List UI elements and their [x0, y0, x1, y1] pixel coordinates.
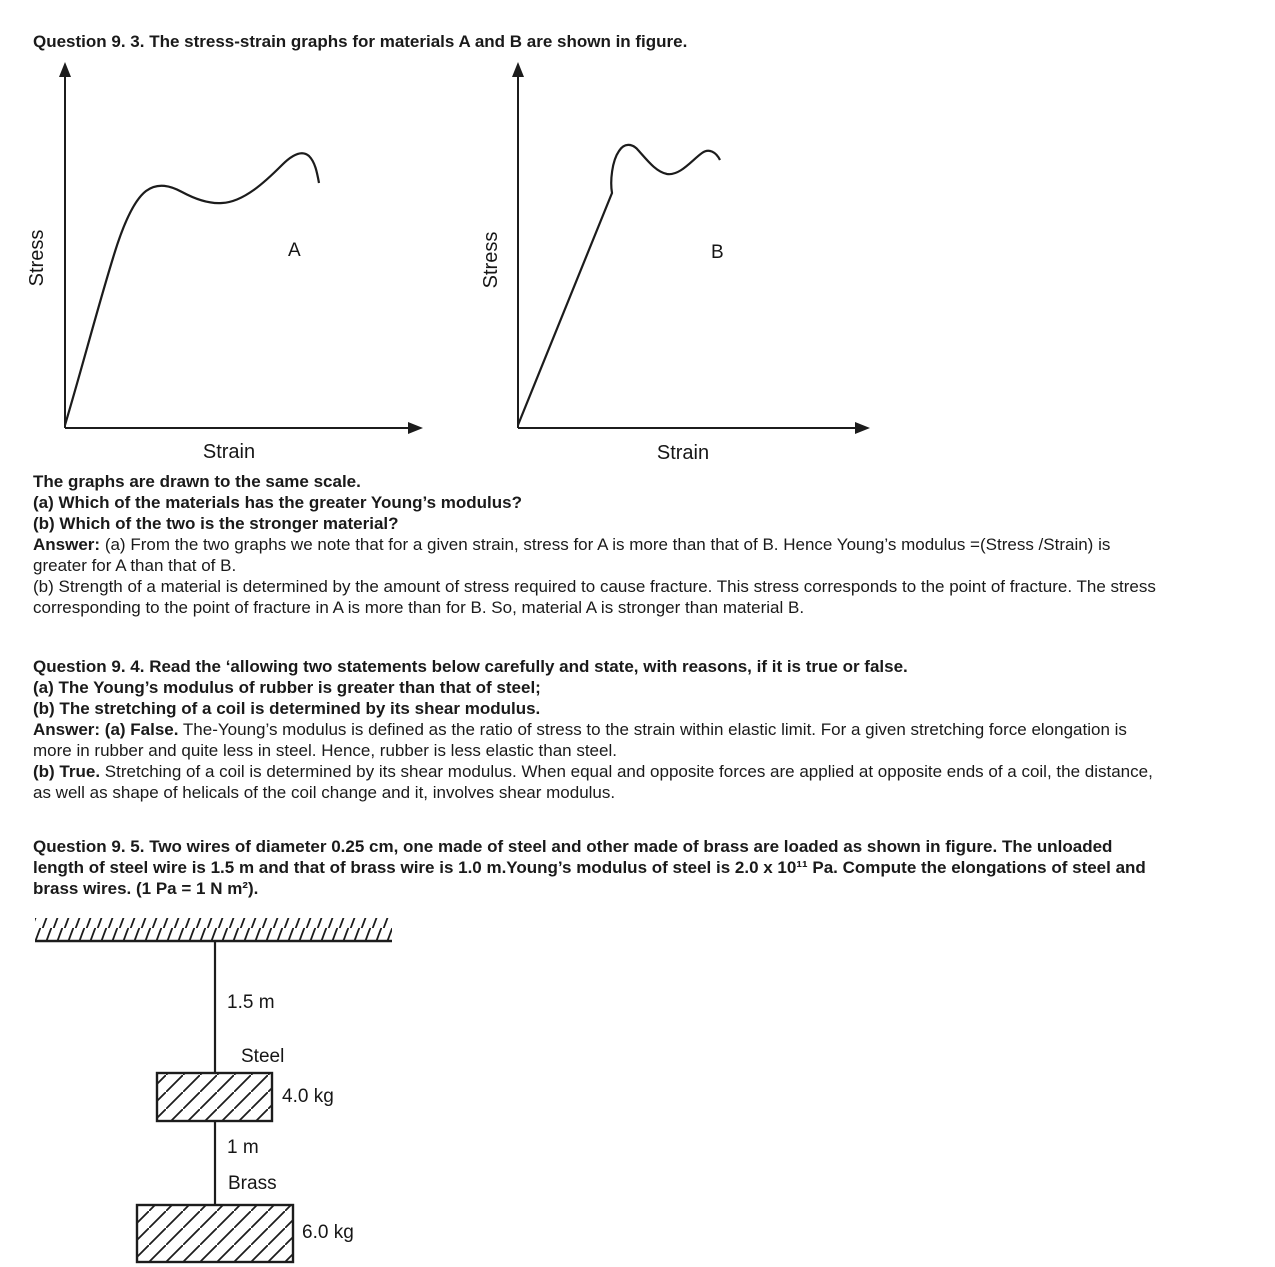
graph-b-curve-label: B	[711, 242, 724, 263]
q4-answer-b-line2: as well as shape of helicals of the coil change and it, involves shear modulus.	[33, 783, 616, 802]
q5-line3: brass wires. (1 Pa = 1 N m²).	[33, 879, 259, 898]
stress-strain-graph-a	[25, 58, 430, 463]
q3-note: The graphs are drawn to the same scale.	[33, 472, 361, 491]
q4-answer-a-label: Answer: (a) False.	[33, 720, 179, 739]
q4-part-b: (b) The stretching of a coil is determined by its shear modulus.	[33, 699, 541, 718]
graph-a-y-arrow-icon	[59, 62, 71, 77]
graph-a-curve	[65, 153, 319, 425]
loaded-wires-figure	[30, 905, 450, 1267]
graph-a-x-arrow-icon	[408, 422, 423, 434]
ceiling-hatching	[35, 918, 392, 941]
q3-answer-b-line2: corresponding to the point of fracture in A is more than for B. So, material A is stronger than material B.	[33, 598, 805, 617]
q3-text-block	[33, 471, 1156, 618]
graph-a-xlabel: Strain	[202, 441, 256, 463]
brass-wire-length-label: 1 m	[227, 1137, 259, 1158]
q3-answer-a-line1	[33, 534, 1156, 555]
q4-answer-b-line1	[33, 761, 1153, 782]
q4-text-block	[33, 656, 1153, 803]
weight1-label: 4.0 kg	[282, 1086, 334, 1107]
q4-answer-a-line2: more in rubber and quite less in steel. Hence, rubber is less elastic than steel.	[33, 741, 617, 760]
q5-line2: length of steel wire is 1.5 m and that of brass wire is 1.0 m.Young’s modulus of steel is 2.0 x 10¹¹ Pa. Compute the elongations of steel and	[33, 858, 1146, 877]
q5-line1: Question 9. 5. Two wires of diameter 0.25 cm, one made of steel and other made of brass are loaded as shown in figure. The unloaded	[33, 837, 1113, 856]
steel-wire-material-label: Steel	[241, 1046, 285, 1067]
q3-part-b: (b) Which of the two is the stronger material?	[33, 514, 399, 533]
q4-answer-b-text: Stretching of a coil is determined by its shear modulus. When equal and opposite forces are applied at opposite ends of a coil, the distance,	[104, 762, 1153, 781]
graph-b-ylabel: Stress	[480, 231, 502, 289]
q3-answer-b-line1: (b) Strength of a material is determined by the amount of stress required to cause fracture. This stress corresponds to the point of fracture. The stress	[33, 577, 1156, 596]
weight2-label: 6.0 kg	[302, 1222, 354, 1243]
graph-b-x-arrow-icon	[855, 422, 870, 434]
q4-answer-b-label: (b) True.	[33, 762, 101, 781]
q5-text-block	[33, 836, 1146, 899]
q3-answer-label: Answer:	[33, 535, 101, 554]
weight-block-6kg	[137, 1205, 293, 1262]
q3-heading: Question 9. 3. The stress-strain graphs for materials A and B are shown in figure.	[33, 32, 688, 51]
q4-answer-a-text: The-Young’s modulus is defined as the ratio of stress to the strain within elastic limit. For a given stretching force elongation is	[182, 720, 1127, 739]
weight-block-4kg	[157, 1073, 272, 1121]
stress-strain-graph-b	[475, 58, 880, 463]
q4-answer-a-line1	[33, 719, 1153, 740]
q3-answer-a-line2: greater for A than that of B.	[33, 556, 237, 575]
q3-answer-a-text: (a) From the two graphs we note that for a given strain, stress for A is more than that of B. Hence Young’s modulus =(Stress /Strain) is	[104, 535, 1111, 554]
q4-part-a: (a) The Young’s modulus of rubber is greater than that of steel;	[33, 678, 541, 697]
q4-heading: Question 9. 4. Read the ‘allowing two statements below carefully and state, with reasons, if it is true or false.	[33, 657, 908, 676]
graph-b-y-arrow-icon	[512, 62, 524, 77]
brass-wire-material-label: Brass	[228, 1173, 277, 1194]
graph-b-curve	[518, 145, 720, 425]
graph-a-ylabel: Stress	[26, 229, 48, 287]
graph-a-curve-label: A	[288, 240, 301, 261]
steel-wire-length-label: 1.5 m	[227, 992, 275, 1013]
graph-b-xlabel: Strain	[656, 442, 710, 463]
q3-part-a: (a) Which of the materials has the greater Young’s modulus?	[33, 493, 522, 512]
